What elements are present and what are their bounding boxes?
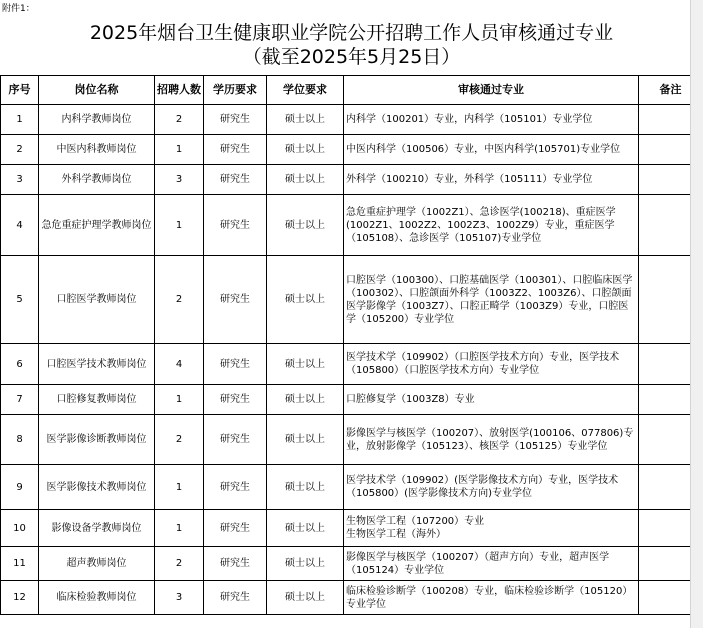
cell-majors: 中医内科学（100506）专业，中医内科学(105701)专业学位	[344, 135, 639, 165]
cell-degree: 硕士以上	[267, 581, 344, 615]
cell-degree: 硕士以上	[267, 195, 344, 256]
cell-education: 研究生	[204, 465, 267, 510]
cell-count: 2	[155, 105, 204, 135]
cell-count: 3	[155, 581, 204, 615]
cell-degree: 硕士以上	[267, 385, 344, 415]
cell-position: 影像设备学教师岗位	[39, 510, 155, 547]
table-row	[1, 510, 703, 547]
cell-position: 医学影像技术教师岗位	[39, 465, 155, 510]
header-position: 岗位名称	[39, 76, 155, 105]
cell-majors: 口腔修复学（1003Z8）专业	[344, 385, 639, 415]
cell-position: 口腔医学技术教师岗位	[39, 344, 155, 385]
page-subtitle: （截至2025年5月25日）	[242, 46, 461, 68]
cell-education: 研究生	[204, 415, 267, 465]
cell-no: 12	[1, 581, 39, 615]
cell-position: 内科学教师岗位	[39, 105, 155, 135]
cell-education: 研究生	[204, 256, 267, 344]
cell-education: 研究生	[204, 344, 267, 385]
table-row	[1, 195, 703, 256]
vertical-scrollbar[interactable]	[690, 0, 703, 628]
cell-majors: 影像医学与核医学（100207）、放射医学(100106、077806)专业，放射影像学（105123）、核医学（105125）专业学位	[344, 415, 639, 465]
header-row	[1, 76, 703, 105]
cell-count: 2	[155, 256, 204, 344]
cell-majors: 内科学（100201）专业，内科学（105101）专业学位	[344, 105, 639, 135]
cell-majors: 口腔医学（100300）、口腔基础医学（100301）、口腔临床医学（100302）、口腔颌面外科学（1003Z2、1003Z6）、口腔颌面医学影像学（1003Z7）、口腔正畸学（1003Z9）专业，口腔医学（105200）专业学位	[344, 256, 639, 344]
cell-no: 9	[1, 465, 39, 510]
attachment-label: 附件1：	[2, 4, 35, 14]
header-no: 序号	[1, 76, 39, 105]
cell-no: 1	[1, 105, 39, 135]
cell-position: 急危重症护理学教师岗位	[39, 195, 155, 256]
cell-position: 外科学教师岗位	[39, 165, 155, 195]
table-row	[1, 105, 703, 135]
cell-no: 5	[1, 256, 39, 344]
cell-no: 8	[1, 415, 39, 465]
cell-majors: 影像医学与核医学（100207）（超声方向）专业，超声医学（105124）专业学位	[344, 547, 639, 581]
cell-count: 3	[155, 165, 204, 195]
cell-education: 研究生	[204, 105, 267, 135]
header-degree: 学位要求	[267, 76, 344, 105]
majors-table	[0, 75, 703, 615]
table-row	[1, 344, 703, 385]
cell-count: 1	[155, 510, 204, 547]
cell-position: 口腔修复教师岗位	[39, 385, 155, 415]
cell-no: 7	[1, 385, 39, 415]
cell-position: 超声教师岗位	[39, 547, 155, 581]
table-row	[1, 256, 703, 344]
cell-count: 2	[155, 547, 204, 581]
header-majors: 审核通过专业	[344, 76, 639, 105]
table-row	[1, 547, 703, 581]
cell-degree: 硕士以上	[267, 344, 344, 385]
header-count: 招聘人数	[155, 76, 204, 105]
cell-majors: 外科学（100210）专业，外科学（105111）专业学位	[344, 165, 639, 195]
cell-education: 研究生	[204, 581, 267, 615]
cell-no: 3	[1, 165, 39, 195]
header-remarks: 备注	[639, 76, 703, 105]
cell-position: 临床检验教师岗位	[39, 581, 155, 615]
cell-count: 1	[155, 135, 204, 165]
table-row	[1, 135, 703, 165]
cell-degree: 硕士以上	[267, 256, 344, 344]
cell-degree: 硕士以上	[267, 415, 344, 465]
cell-count: 1	[155, 465, 204, 510]
page-title: 2025年烟台卫生健康职业学院公开招聘工作人员审核通过专业	[89, 22, 614, 44]
cell-no: 10	[1, 510, 39, 547]
header-education: 学历要求	[204, 76, 267, 105]
cell-degree: 硕士以上	[267, 547, 344, 581]
cell-degree: 硕士以上	[267, 465, 344, 510]
cell-education: 研究生	[204, 547, 267, 581]
cell-education: 研究生	[204, 135, 267, 165]
cell-education: 研究生	[204, 165, 267, 195]
cell-education: 研究生	[204, 510, 267, 547]
cell-no: 6	[1, 344, 39, 385]
cell-position: 医学影像诊断教师岗位	[39, 415, 155, 465]
table-row	[1, 415, 703, 465]
cell-count: 4	[155, 344, 204, 385]
cell-degree: 硕士以上	[267, 510, 344, 547]
cell-education: 研究生	[204, 195, 267, 256]
cell-degree: 硕士以上	[267, 135, 344, 165]
cell-position: 口腔医学教师岗位	[39, 256, 155, 344]
cell-majors: 生物医学工程（107200）专业 生物医学工程（海外）	[344, 510, 639, 547]
cell-no: 11	[1, 547, 39, 581]
cell-majors: 临床检验诊断学（100208）专业，临床检验诊断学（105120）专业学位	[344, 581, 639, 615]
cell-count: 1	[155, 195, 204, 256]
table-row	[1, 581, 703, 615]
cell-no: 2	[1, 135, 39, 165]
cell-no: 4	[1, 195, 39, 256]
table-row	[1, 465, 703, 510]
cell-degree: 硕士以上	[267, 165, 344, 195]
cell-majors: 医学技术学（109902）（口腔医学技术方向）专业，医学技术（105800）（口腔医学技术方向）专业学位	[344, 344, 639, 385]
cell-position: 中医内科教师岗位	[39, 135, 155, 165]
cell-degree: 硕士以上	[267, 105, 344, 135]
cell-count: 1	[155, 385, 204, 415]
cell-education: 研究生	[204, 385, 267, 415]
cell-majors: 医学技术学（109902）(医学影像技术方向）专业，医学技术（105800）(医学影像技术方向)专业学位	[344, 465, 639, 510]
cell-majors: 急危重症护理学（1002Z1）、急诊医学(100218)、重症医学(1002Z1、1002Z2、1002Z3、1002Z9）专业，重症医学（105108）、急诊医学（105107)专业学位	[344, 195, 639, 256]
cell-count: 2	[155, 415, 204, 465]
table-row	[1, 385, 703, 415]
table-row	[1, 165, 703, 195]
